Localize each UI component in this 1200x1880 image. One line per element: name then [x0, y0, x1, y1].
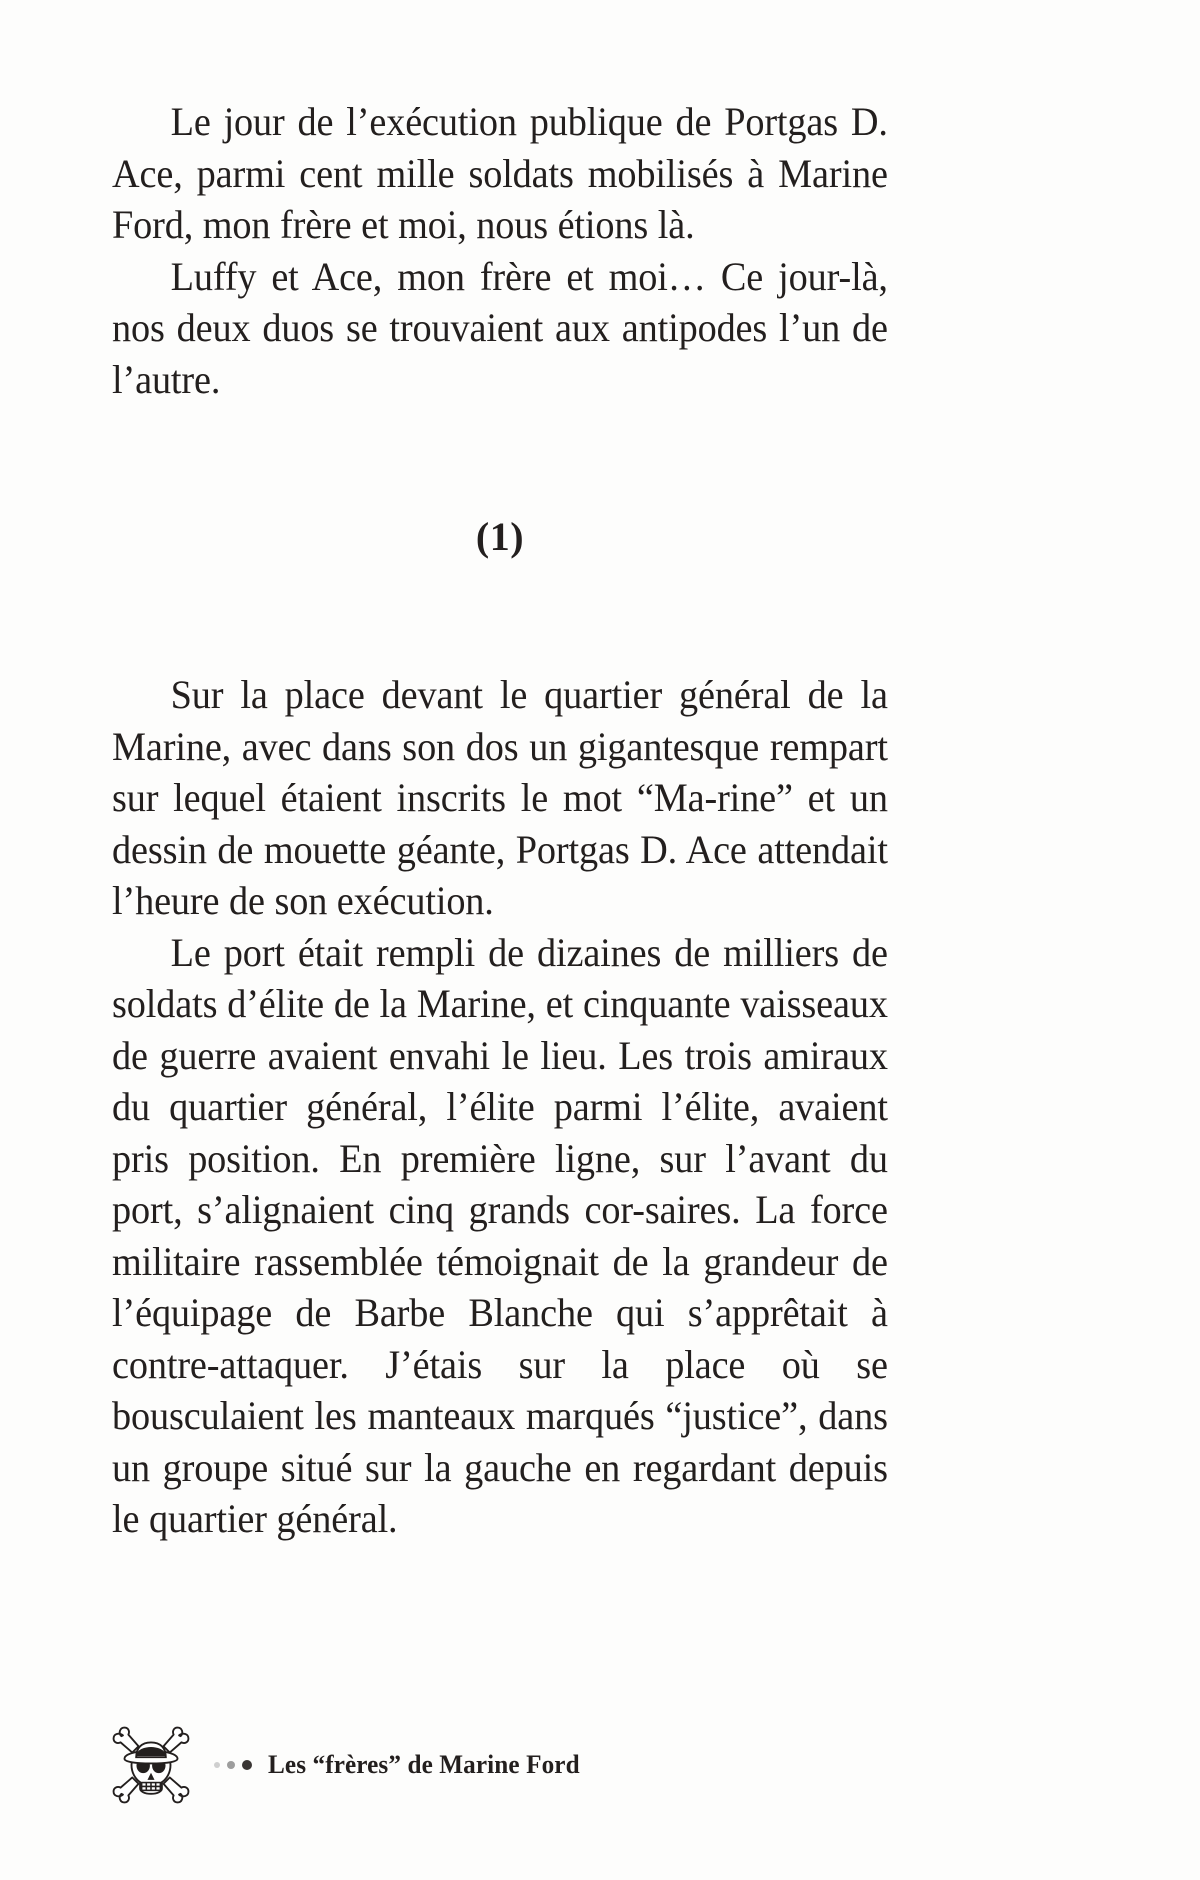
footer-chapter-title: Les “frères” de Marine Ford	[268, 1750, 580, 1779]
paragraph-3: Sur la place devant le quartier général de la Marine, avec dans son dos un gigantesque rempart sur lequel étaient inscrits le mot “Ma-rine” et un dessin de mouette géante, Portgas D. Ace attendait l’heure de son exécution.	[112, 672, 888, 923]
paragraph-4: Le port était rempli de dizaines de milliers de soldats d’élite de la Marine, et cinquante vaisseaux de guerre avaient envahi le lieu. Les trois amiraux du quartier général, l’élite parmi l’élite, avaient pris position. En première ligne, sur l’avant du port, s’alignaient cinq grands cor-saires. La force militaire rassemblée témoignait de la grandeur de l’équipage de Barbe Blanche qui s’apprêtait à contre-attaquer. J’étais sur la place où se bousculaient les manteaux marqués “justice”, dans un groupe situé sur la gauche en regardant depuis le quartier général.	[112, 929, 888, 1541]
paragraph-2: Luffy et Ace, mon frère et moi… Ce jour-là, nos deux duos se trouvaient aux antipodes l’un de l’autre.	[112, 253, 888, 402]
footer-dots	[214, 1760, 252, 1770]
footer-dot-2	[227, 1761, 235, 1769]
footer-dot-3	[242, 1760, 252, 1770]
section-number: (1)	[475, 514, 525, 559]
footer-dot-1	[214, 1762, 220, 1768]
text-column	[112, 96, 888, 1545]
page-footer	[112, 1722, 589, 1808]
skull-crossbones-straw-hat-icon	[112, 1726, 190, 1804]
paragraph-1: Le jour de l’exécution publique de Portgas D. Ace, parmi cent mille soldats mobilisés à Marine Ford, mon frère et moi, nous étions là.	[112, 99, 888, 247]
